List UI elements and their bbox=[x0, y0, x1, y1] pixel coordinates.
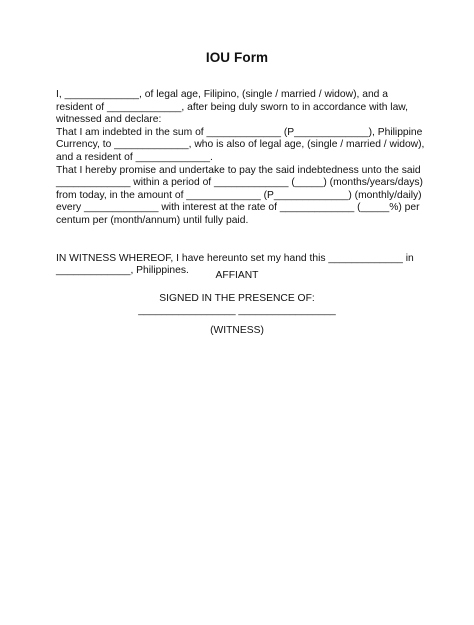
body-line: witnessed and declare: bbox=[56, 114, 162, 126]
indebtedness-paragraph bbox=[56, 127, 442, 165]
body-line: _____________ within a period of _____________ (_____) (months/years/days) bbox=[56, 177, 423, 189]
document-title: IOU Form bbox=[205, 50, 269, 65]
body-line: That I hereby promise and undertake to pay the said indebtedness unto the said bbox=[56, 164, 421, 176]
signature-lines: _________________ _________________ bbox=[138, 305, 336, 316]
body-line: resident of _____________, after being duly sworn to in accordance with law, bbox=[56, 101, 409, 113]
payment-paragraph bbox=[56, 165, 442, 228]
body-line: Currency, to _____________, who is also of legal age, (single / married / widow), bbox=[56, 139, 425, 151]
body-line: and a resident of _____________. bbox=[56, 151, 213, 163]
body-line: I, _____________, of legal age, Filipino, (single / married / widow), and a bbox=[56, 89, 388, 100]
body-line: IN WITNESS WHEREOF, I have hereunto set my hand this _____________ in bbox=[56, 252, 414, 264]
body-line: from today, in the amount of _____________ (P_____________) (monthly/daily) bbox=[56, 189, 422, 201]
body-line: every _____________ with interest at the rate of _____________ (_____%) per bbox=[56, 202, 420, 214]
body-line: centum per (month/annum) until fully paid. bbox=[56, 214, 249, 226]
paragraph-spacer bbox=[56, 240, 442, 253]
body-line: That I am indebted in the sum of _____________ (P_____________), Philippine bbox=[56, 126, 423, 138]
affiant-label: AFFIANT bbox=[215, 270, 259, 281]
body-line: _____________, Philippines. bbox=[56, 265, 189, 277]
signed-presence-label: SIGNED IN THE PRESENCE OF: bbox=[159, 293, 315, 304]
declaration-paragraph bbox=[56, 89, 442, 127]
paragraph-spacer bbox=[56, 228, 442, 241]
witness-label: (WITNESS) bbox=[210, 325, 264, 336]
document-body bbox=[56, 89, 442, 278]
